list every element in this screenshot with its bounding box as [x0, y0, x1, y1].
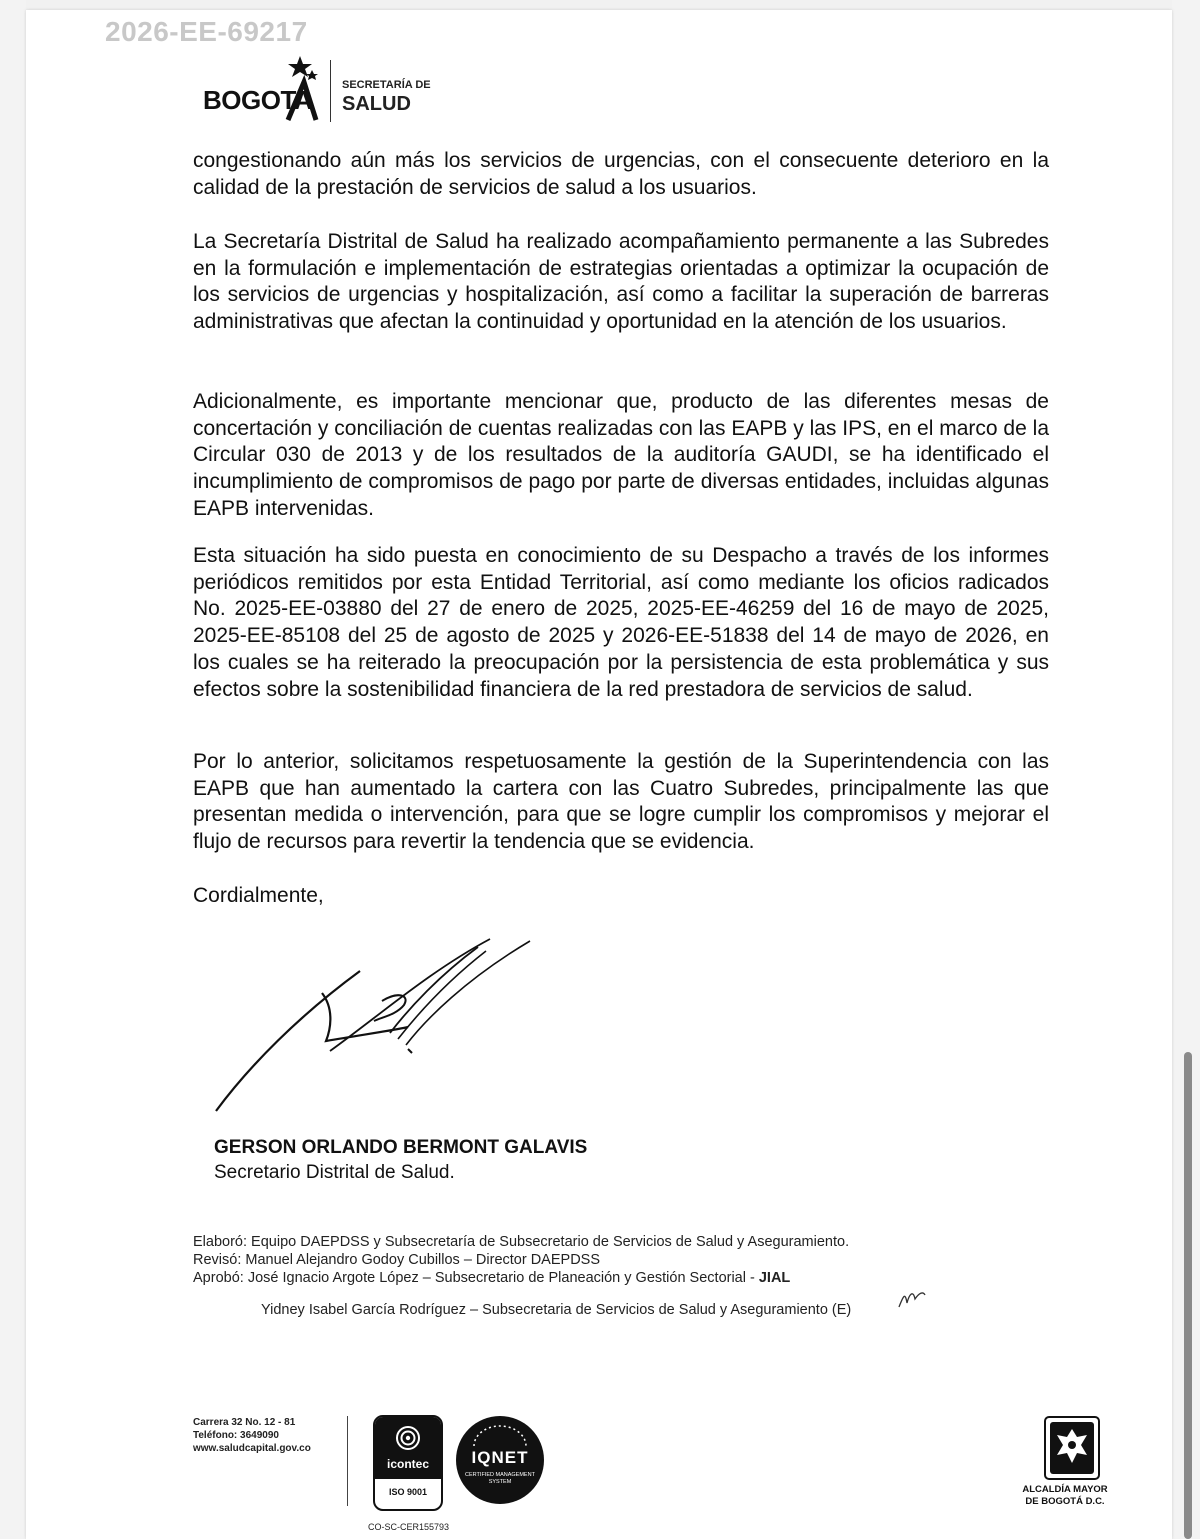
iqnet-certification-logo [456, 1416, 544, 1504]
credit-elaboro [193, 1234, 849, 1250]
closing-text: Cordialmente, [193, 884, 324, 907]
credit-aprobo [193, 1270, 790, 1286]
alcaldia-line-1: ALCALDÍA MAYOR [1022, 1484, 1108, 1495]
radicado-stamp: 2026-EE-69217 [105, 16, 308, 47]
logo-salud-text: SALUD [342, 93, 411, 115]
signer-title: Secretario Distrital de Salud. [214, 1162, 455, 1183]
credit-elaboro-label: Elaboró: [193, 1234, 248, 1250]
footer-website: www.saludcapital.gov.co [193, 1443, 311, 1454]
iqnet-sublabel: CERTIFIED MANAGEMENT SYSTEM [465, 1472, 535, 1485]
certificate-code: CO-SC-CER155793 [368, 1522, 450, 1532]
logo-secretaria-text: SECRETARÍA DE [342, 79, 431, 91]
alcaldia-line-2: DE BOGOTÁ D.C. [1025, 1496, 1105, 1507]
credit-reviso-text: Manuel Alejandro Godoy Cubillos – Director DAEPDSS [245, 1252, 601, 1268]
footer-phone: Teléfono: 3649090 [193, 1430, 279, 1441]
footer-address: Carrera 32 No. 12 - 81 [193, 1417, 296, 1428]
body-paragraph-5: Por lo anterior, solicitamos respetuosamente la gestión de la Superintendencia con las EAPB que han aumentado la cartera con las Cuatro Subredes, principalmente las que presentan medida o intervención, para que se logre cumplir los compromisos y mejorar el flujo de recursos para revertir la tendencia que se evidencia. [193, 750, 1049, 854]
viewer-background-top [0, 0, 1200, 10]
signer-name: GERSON ORLANDO BERMONT GALAVIS [214, 1137, 588, 1158]
body-paragraph-3: Adicionalmente, es importante mencionar que, producto de las diferentes mesas de concertación y conciliación de cuentas realizadas con las EAPB y las IPS, en el marco de la Circular 030 de 2013 y de los resultados de la auditoría GAUDI, se ha identificado el incumplimiento de compromisos de pago por parte de diversas entidades, incluidas algunas EAPB intervenidas. [193, 390, 1049, 520]
footer-contact [193, 1416, 311, 1455]
icontec-certification-logo [373, 1415, 443, 1511]
logo-star-icon [282, 54, 328, 124]
icontec-spiral-icon [395, 1425, 421, 1451]
vertical-scrollbar[interactable] [1184, 1052, 1192, 1539]
icontec-label: icontec [386, 1457, 429, 1471]
credit-reviso-label: Revisó: [193, 1252, 242, 1268]
body-paragraph-1: congestionando aún más los servicios de urgencias, con el consecuente deterioro en la calidad de la prestación de servicios de salud a los usuarios. [193, 149, 1049, 199]
icontec-iso-label: ISO 9001 [388, 1487, 428, 1497]
viewer-background-left [0, 0, 26, 1539]
footer-divider [347, 1416, 348, 1506]
body-paragraph-4: Esta situación ha sido puesta en conocimiento de su Despacho a través de los informes periódicos remitidos por esta Entidad Territorial, así como mediante los oficios radicados No. 2025-EE-03880 del 27 de enero de 2025, 2025-EE-46259 del 16 de mayo de 2025, 2025-EE-85108 del 25 de agosto de 2025 y 2026-EE-51838 del 14 de mayo de 2026, en los cuales se ha reiterado la preocupación por la persistencia de esta problemática y sus efectos sobre la sostenibilidad financiera de la red prestadora de servicios de salud. [193, 544, 1049, 701]
credit-aprobo-label: Aprobó: [193, 1270, 244, 1286]
logo-bogota-text: BOGOTA [203, 85, 313, 115]
alcaldia-label [1010, 1484, 1120, 1508]
iqnet-label: IQNET [471, 1448, 529, 1467]
logo-divider [330, 60, 331, 122]
credit-elaboro-text: Equipo DAEPDSS y Subsecretaría de Subsecretario de Servicios de Salud y Aseguramiento. [251, 1234, 850, 1250]
credit-reviso [193, 1252, 600, 1268]
body-paragraph-2: La Secretaría Distrital de Salud ha realizado acompañamiento permanente a las Subredes en la formulación e implementación de estrategias orientadas a optimizar la ocupación de los servicios de urgencias y hospitalización, así como a facilitar la superación de barreras administrativas que afectan la continuidad y oportunidad en la atención de los usuarios. [193, 230, 1049, 334]
credit-aprobo-second: Yidney Isabel García Rodríguez – Subsecretaria de Servicios de Salud y Aseguramiento (E) [261, 1302, 852, 1318]
bogota-coat-of-arms-icon [1043, 1415, 1101, 1481]
credit-aprobo-text: José Ignacio Argote López – Subsecretario de Planeación y Gestión Sectorial - [247, 1270, 759, 1286]
handwritten-signature [210, 935, 550, 1120]
iqnet-arc-icon [470, 1424, 530, 1448]
approval-initials-mark [897, 1287, 927, 1311]
credit-aprobo-initials: JIAL [758, 1270, 791, 1286]
